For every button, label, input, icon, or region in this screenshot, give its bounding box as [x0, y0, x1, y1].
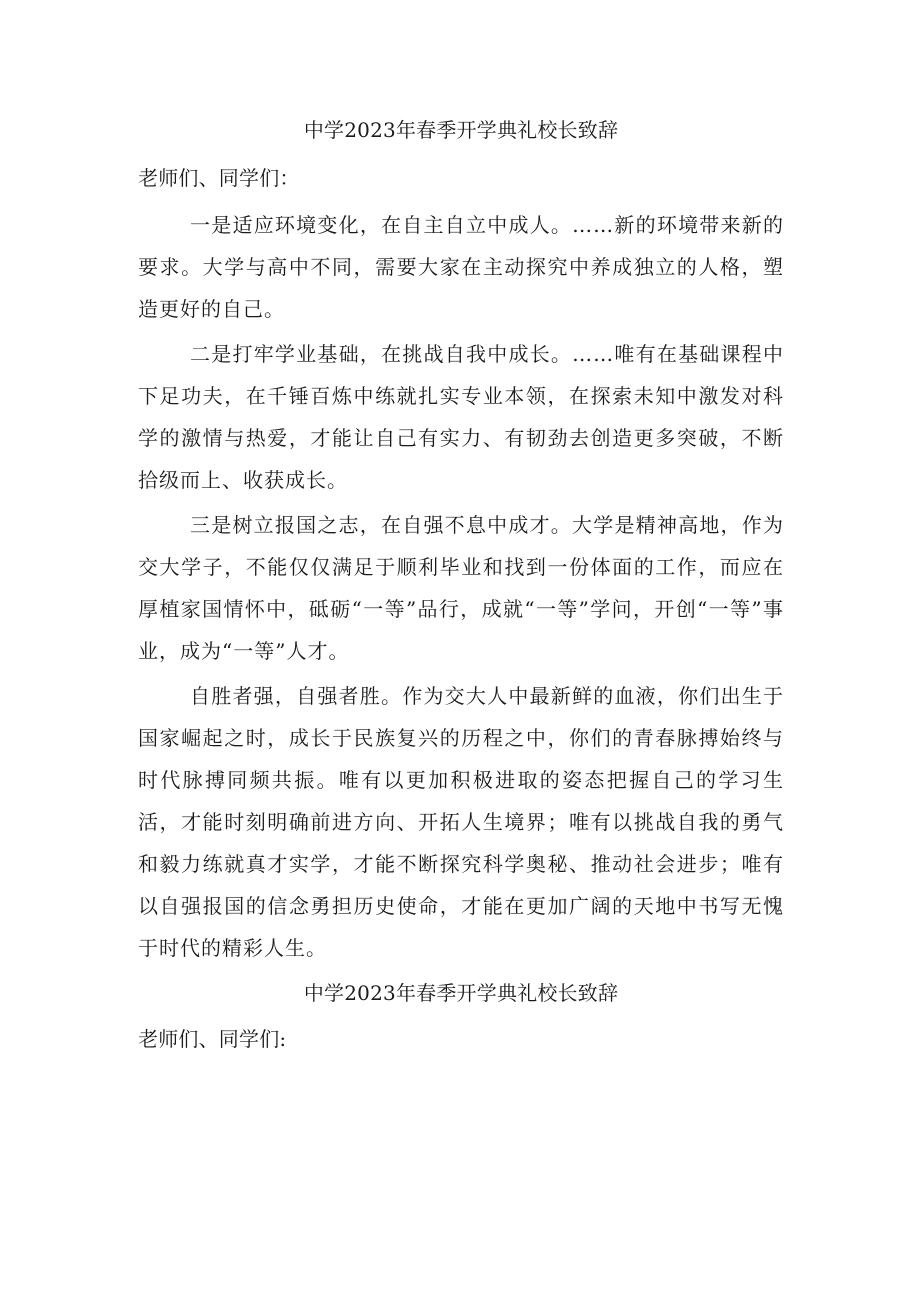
paragraph-2: 二是打牢学业基础，在挑战自我中成长。……唯有在基础课程中下足功夫，在千锤百炼中练就扎实专业本领，在探索未知中激发对科学的激情与热爱，才能让自己有实力、有韧劲去创造更多突破，不断拾级而上、收获成长。	[138, 342, 784, 492]
paragraph-4: 自胜者强，自强者胜。作为交大人中最新鲜的血液，你们出生于国家崛起之时，成长于民族复兴的历程之中，你们的青春脉搏始终与时代脉搏同频共振。唯有以更加积极进取的姿态把握自己的学习生活，才能时刻明确前进方向、开拓人生境界；唯有以挑战自我的勇气和毅力练就真才实学，才能不断探究科学奥秘、推动社会进步；唯有以自强报国的信念勇担历史使命，才能在更加广阔的天地中书写无愧于时代的精彩人生。	[138, 684, 784, 960]
document-title: 中学2023年春季开学典礼校长致辞	[303, 118, 619, 142]
second-salutation: 老师们、同学们:	[138, 1027, 287, 1051]
document-page	[138, 108, 784, 1051]
paragraph-1: 一是适应环境变化，在自主自立中成人。……新的环境带来新的要求。大学与高中不同，需要大家在主动探究中养成独立的人格，塑造更好的自己。	[138, 213, 784, 321]
salutation: 老师们、同学们：	[138, 166, 300, 190]
second-document-title: 中学2023年春季开学典礼校长致辞	[303, 981, 619, 1005]
paragraph-3: 三是树立报国之志，在自强不息中成才。大学是精神高地，作为交大学子，不能仅仅满足于顺利毕业和找到一份体面的工作，而应在厚植家国情怀中，砥砺“一等”品行，成就“一等”学问，开创“一等”事业，成为“一等”人才。	[138, 513, 784, 663]
